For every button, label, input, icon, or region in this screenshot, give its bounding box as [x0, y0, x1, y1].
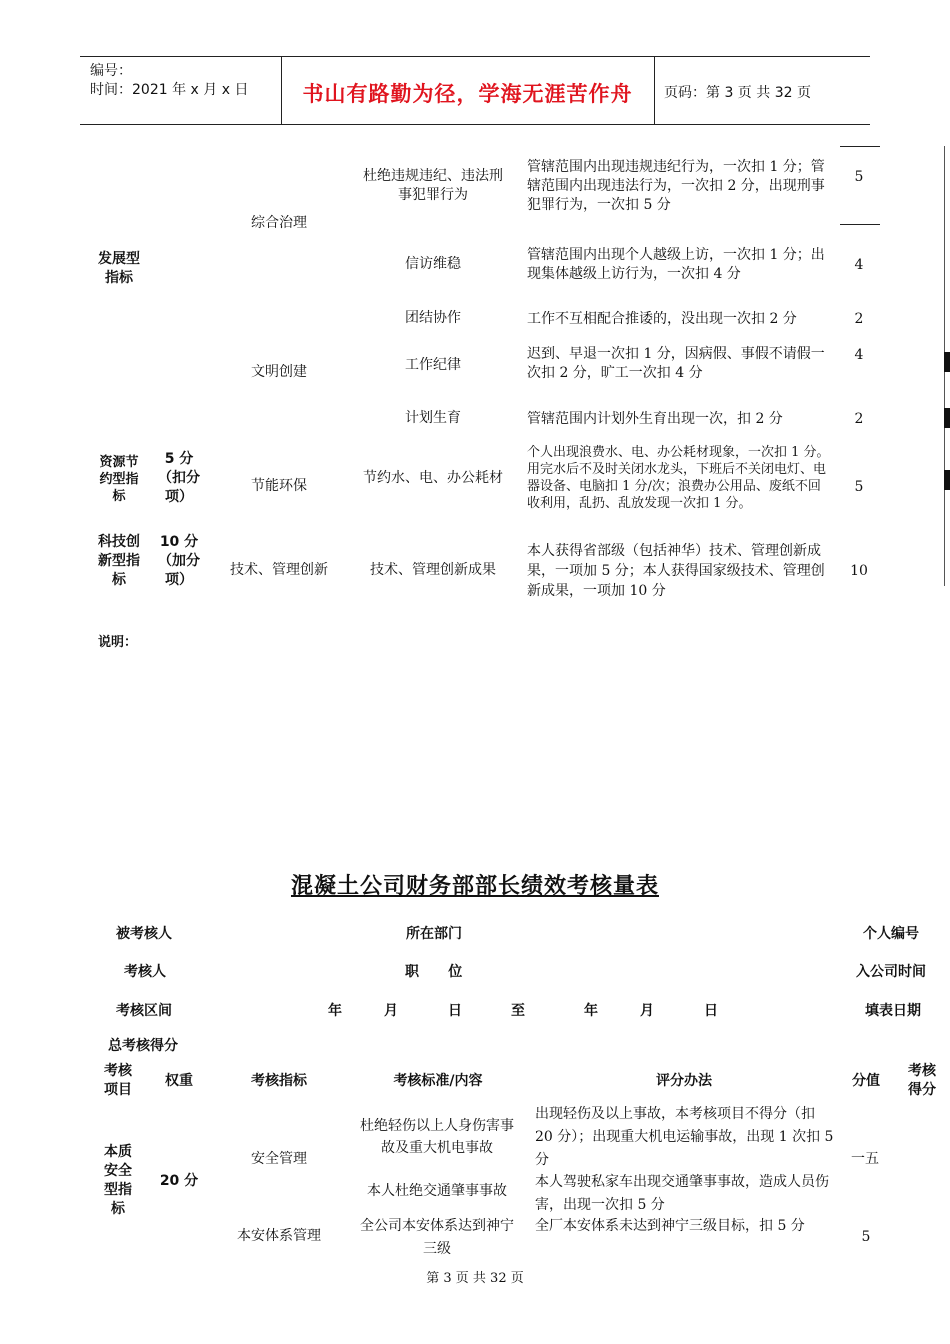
- score-cell: 2: [854, 411, 864, 427]
- col-header-indicator: 考核指标: [251, 1073, 307, 1089]
- method-cell: 管辖范围内计划外生育出现一次，扣 2 分: [527, 411, 783, 427]
- standard-cell: 计划生育: [405, 410, 461, 426]
- score-cell: 5: [854, 169, 864, 185]
- col-header-score: 分值: [852, 1073, 880, 1089]
- header-motto: 书山有路勤为径，学海无涯苦作舟: [302, 82, 633, 106]
- label-assessor: 考核人: [124, 964, 166, 980]
- method-cell: 个人出现浪费水、电、办公耗材现象，一次扣 1 分。用完水后不及时关闭水龙头，下班后不关闭电灯、电器设备、电脑扣 1 分/次；浪费办公用品、废纸不回收利用，乱扔、乱放发现一次扣 1 分。: [527, 445, 830, 511]
- label-department: 所在部门: [406, 926, 462, 942]
- col-header-result: 考核得分: [908, 1063, 936, 1098]
- standard-cell: 杜绝轻伤以上人身伤害事故及重大机电事故: [360, 1118, 514, 1156]
- label-assessee: 被考核人: [116, 926, 172, 942]
- standard-cell: 团结协作: [405, 310, 461, 326]
- col-header-standard: 考核标准/内容: [393, 1073, 483, 1089]
- standard-cell: 节约水、电、办公耗材: [363, 470, 503, 486]
- col-header-method: 评分办法: [656, 1073, 712, 1089]
- table-rule: [840, 146, 880, 147]
- category-safety: 本质安全型指标: [104, 1144, 132, 1217]
- standard-cell: 信访维稳: [405, 256, 461, 272]
- header-top-rule: [80, 56, 870, 57]
- table-edge-mark: [944, 352, 950, 372]
- header-bottom-rule: [80, 124, 870, 125]
- label-join-date: 入公司时间: [856, 964, 926, 980]
- table-edge-mark: [944, 470, 950, 490]
- page-footer: 第 3 页 共 32 页: [426, 1271, 524, 1286]
- score-cell: 10: [850, 563, 868, 579]
- header-divider: [654, 56, 655, 125]
- label-total-score: 总考核得分: [108, 1038, 178, 1054]
- category-development: 发展型指标: [98, 251, 140, 286]
- doc-time-label: 时间：2021 年 x 月 x 日: [90, 82, 249, 98]
- score-cell: 4: [854, 257, 864, 273]
- indicator-system: 本安体系管理: [237, 1228, 321, 1244]
- standard-cell: 技术、管理创新成果: [370, 562, 496, 578]
- period-year-end: 年: [584, 1003, 598, 1019]
- weight-resource-saving: 5 分（扣分项）: [158, 451, 200, 505]
- method-cell: 本人获得省部级（包括神华）技术、管理创新成果，一项加 5 分；本人获得国家级技术、管理创新成果，一项加 10 分: [527, 543, 825, 599]
- period-day-start: 日: [448, 1003, 462, 1019]
- method-cell: 本人驾驶私家车出现交通肇事事故，造成人员伤害，出现一次扣 5 分: [535, 1174, 829, 1213]
- period-year-start: 年: [328, 1003, 342, 1019]
- form-title: 混凝土公司财务部部长绩效考核量表: [290, 874, 659, 899]
- weight-safety: 20 分: [159, 1173, 199, 1189]
- label-position: 职 位: [405, 964, 463, 980]
- col-header-weight: 权重: [165, 1073, 193, 1089]
- table-edge-mark: [944, 408, 950, 428]
- indicator-safety: 安全管理: [251, 1151, 307, 1167]
- method-cell: 管辖范围内出现个人越级上访，一次扣 1 分；出现集体越级上访行为，一次扣 4 分: [527, 247, 825, 282]
- indicator-tech-management: 技术、管理创新: [230, 562, 328, 578]
- indicator-civilization: 文明创建: [251, 364, 307, 380]
- method-cell: 迟到、早退一次扣 1 分，因病假、事假不请假一次扣 2 分，旷工一次扣 4 分: [527, 346, 825, 381]
- score-cell: 一五: [851, 1151, 879, 1167]
- header-page-label: 页码：第 3 页 共 32 页: [664, 85, 811, 101]
- score-cell: 2: [854, 311, 864, 327]
- period-day-end: 日: [704, 1003, 718, 1019]
- score-cell: 5: [861, 1229, 871, 1245]
- label-fill-date: 填表日期: [865, 1003, 921, 1019]
- method-cell: 工作不互相配合推诿的，没出现一次扣 2 分: [527, 311, 797, 327]
- table-rule: [840, 224, 880, 225]
- table-note: 说明：: [98, 635, 138, 650]
- weight-tech-innovation: 10 分（加分项）: [158, 534, 200, 588]
- doc-number-label: 编号：: [90, 63, 132, 79]
- label-period: 考核区间: [116, 1003, 172, 1019]
- standard-cell: 全公司本安体系达到神宁三级: [360, 1218, 514, 1257]
- category-tech-innovation: 科技创新型指标: [98, 534, 140, 588]
- standard-cell: 工作纪律: [405, 357, 461, 373]
- method-cell: 管辖范围内出现违规违纪行为，一次扣 1 分；管辖范围内出现违法行为，一次扣 2 分，出现刑事犯罪行为，一次扣 5 分: [527, 159, 825, 213]
- standard-cell: 本人杜绝交通肇事事故: [367, 1183, 507, 1199]
- category-resource-saving: 资源节约型指标: [99, 455, 139, 504]
- method-cell: 全厂本安体系未达到神宁三级目标，扣 5 分: [535, 1218, 805, 1234]
- label-personal-no: 个人编号: [863, 926, 919, 942]
- col-header-item: 考核项目: [104, 1063, 132, 1098]
- standard-cell: 杜绝违规违纪、违法刑事犯罪行为: [363, 168, 503, 203]
- period-month-end: 月: [640, 1003, 654, 1019]
- score-cell: 5: [854, 479, 864, 495]
- score-cell: 4: [854, 347, 864, 363]
- indicator-comprehensive: 综合治理: [251, 215, 307, 231]
- method-cell: 出现轻伤及以上事故，本考核项目不得分（扣 20 分）；出现重大机电运输事故，出现 1 次扣 5 分: [535, 1106, 834, 1168]
- period-to: 至: [511, 1003, 525, 1019]
- indicator-energy: 节能环保: [251, 478, 307, 494]
- period-month-start: 月: [384, 1003, 398, 1019]
